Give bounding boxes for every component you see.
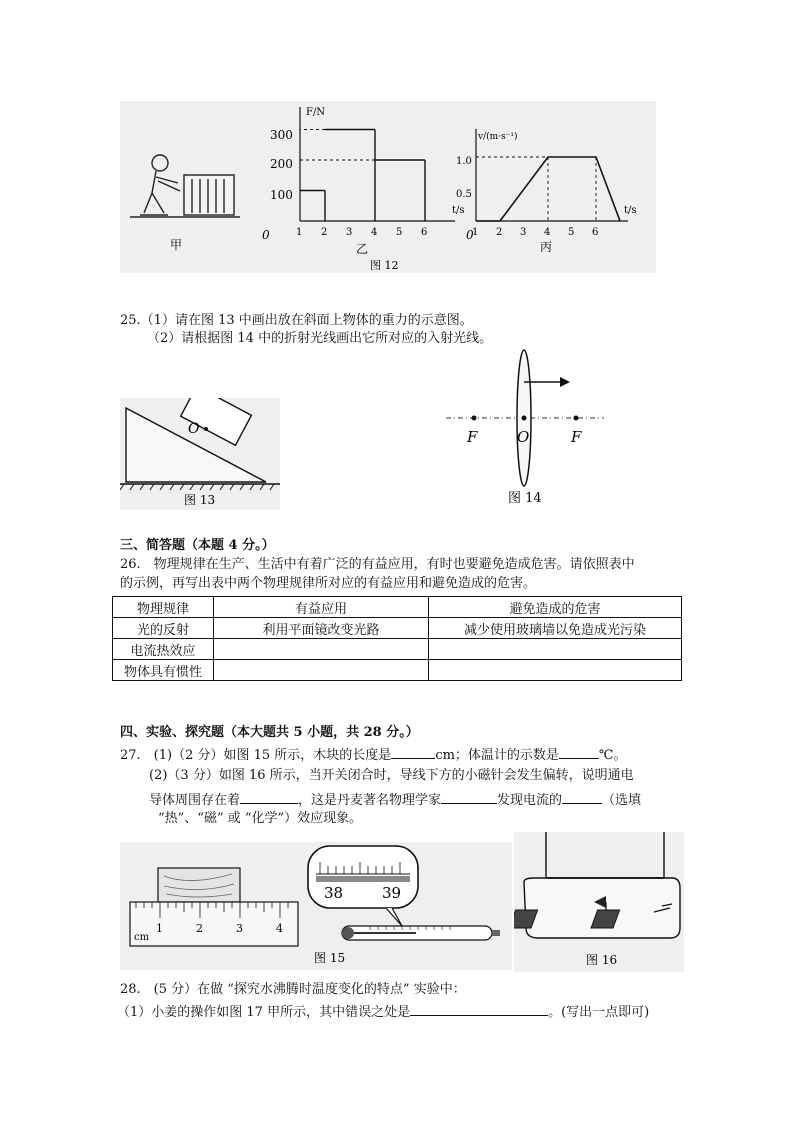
thermometer-label-38: 38 [324,884,344,902]
q26-table [112,596,682,681]
figure-15 [120,842,512,970]
table-cell: 电流热效应 [113,639,214,660]
left-focus-label: F [467,428,478,446]
chart-b-xtick-2: 2 [321,227,328,238]
ruler-unit: cm [134,932,150,943]
chart-b-xtick-1: 1 [296,227,303,238]
figure-13-center-dot [204,427,208,431]
chart-c [456,129,637,242]
q28-line2-post: 。(写出一点即可) [548,1005,650,1020]
chart-c-xtick-1: 1 [472,227,479,238]
figure-14-svg [440,348,610,508]
board [524,878,680,938]
answer-blank-physicist[interactable] [441,789,497,804]
chart-c-origin: 0 [466,228,474,242]
chart-c-xtick-3: 3 [520,227,527,238]
chart-b-ytick-200: 200 [270,157,293,171]
chart-b-xtick-6: 6 [421,227,428,238]
figure-14 [440,348,610,508]
table-header-row [113,597,682,618]
left-focus-dot [472,416,477,421]
table-answer-cell[interactable] [214,660,429,681]
chart-c-ytick-10: 1.0 [456,156,472,167]
center-dot [522,416,527,421]
table-cell: 利用平面镜改变光路 [214,618,429,639]
figure-13-caption: 图 13 [184,493,216,507]
chart-b-xtick-4: 4 [371,227,378,238]
figure-13-point-label: O [188,421,200,437]
q27-part2-pre: 导体周围存在着 [149,793,241,808]
thermometer-label-39: 39 [382,884,402,902]
figure-16-svg [514,832,684,972]
q27-part2-mid1: ，这是丹麦著名物理学家 [298,793,442,808]
q27-part2-post: （选填 [602,793,642,808]
q27-part2-line1: (2)（3 分）如图 16 所示，当开关闭合时，导线下方的小磁针会发生偏转，说明通电 [149,768,634,783]
ruler-tick-1: 1 [156,922,163,935]
figure-12-label-b: 乙 [356,242,369,256]
chart-b [262,107,465,242]
chart-c-ylabel: v/(m·s⁻¹) [478,132,518,142]
table-cell: 减少使用玻璃墙以免造成光污染 [429,618,682,639]
center-label: O [517,428,530,446]
table-answer-cell[interactable] [429,639,682,660]
q27-part1-pre: 27. (1)（2 分）如图 15 所示，木块的长度是 [120,748,392,763]
figure-13-svg [120,398,280,510]
q26-line2: 的示例，再写出表中两个物理规律所对应的有益应用和避免造成的危害。 [120,576,537,591]
chart-b-ylabel: F/N [306,107,326,118]
figure-14-caption: 图 14 [508,491,542,506]
figure-15-caption: 图 15 [314,951,346,965]
figure-12-label-a: 甲 [170,238,183,252]
section3-heading: 三、简答题（本题 4 分。） [120,538,275,553]
table-header-cell: 避免造成的危害 [429,597,682,618]
clinical-thermometer [342,926,500,940]
chart-b-xlabel: t/s [452,205,465,216]
chart-b-ytick-100: 100 [270,188,293,202]
q27-part1 [120,744,626,765]
thermometer-magnifier [308,846,418,926]
q28-line2-pre: （1）小姜的操作如图 17 甲所示，其中错误之处是 [117,1005,411,1020]
table-row [113,660,682,681]
answer-blank-temperature[interactable] [559,744,599,759]
chart-c-ytick-05: 0.5 [456,189,472,200]
q26-line1: 26. 物理规律在生产、生活中有着广泛的有益应用，有时也要避免造成危害。请依照表中 [120,557,635,572]
chart-c-xtick-6: 6 [592,227,599,238]
section4-heading: 四、实验、探究题（本大题共 5 小题，共 28 分。） [120,725,419,740]
table-answer-cell[interactable] [429,660,682,681]
boy-pushing-box-drawing [130,155,240,217]
q25-line1: 25.（1）请在图 13 中画出放在斜面上物体的重力的示意图。 [120,313,473,328]
table-cell: 光的反射 [113,618,214,639]
q27-part1-post: ℃。 [598,748,627,763]
q27-part2-mid2: 发现电流的 [497,793,563,808]
table-header-cell: 有益应用 [214,597,429,618]
right-focus-label: F [571,428,582,446]
chart-c-xtick-4: 4 [544,227,551,238]
figure-12-svg [120,101,656,273]
table-answer-cell[interactable] [214,639,429,660]
right-focus-dot [574,416,579,421]
q25-line2: （2）请根据图 14 中的折射光线画出它所对应的入射光线。 [147,331,493,346]
ruler-tick-4: 4 [276,922,283,935]
figure-12-label-c: 丙 [540,240,553,254]
answer-blank-error[interactable] [410,1001,548,1016]
figure-16 [514,832,684,972]
ruler-tick-3: 3 [236,922,243,935]
ruler-tick-2: 2 [196,922,203,935]
q28-line2 [117,1001,649,1022]
answer-blank-field[interactable] [240,789,298,804]
chart-c-xtick-2: 2 [496,227,503,238]
q27-part1-mid: cm；体温计的示数是 [435,748,559,763]
ray-arrow [560,377,570,387]
table-row [113,639,682,660]
q28-line1: 28. (5 分）在做 “探究水沸腾时温度变化的特点” 实验中： [120,982,466,997]
chart-c-xlabel: t/s [624,205,637,216]
figure-15-svg [120,842,512,970]
answer-blank-length[interactable] [391,744,435,759]
chart-b-ytick-300: 300 [270,128,293,142]
answer-blank-effect[interactable] [562,789,602,804]
q27-part2-line3: “热”、“磁” 或 “化学”）效应现象。 [158,811,363,826]
table-header-cell: 物理规律 [113,597,214,618]
table-cell: 物体具有惯性 [113,660,214,681]
table-row [113,618,682,639]
chart-b-xtick-5: 5 [396,227,403,238]
q27-part2-line2 [149,789,641,810]
chart-b-xtick-3: 3 [346,227,353,238]
figure-16-caption: 图 16 [586,953,618,967]
chart-b-origin: 0 [262,228,270,242]
figure-12 [120,101,656,273]
chart-c-xtick-5: 5 [568,227,575,238]
figure-12-caption: 图 12 [370,259,399,272]
figure-13 [120,398,280,510]
